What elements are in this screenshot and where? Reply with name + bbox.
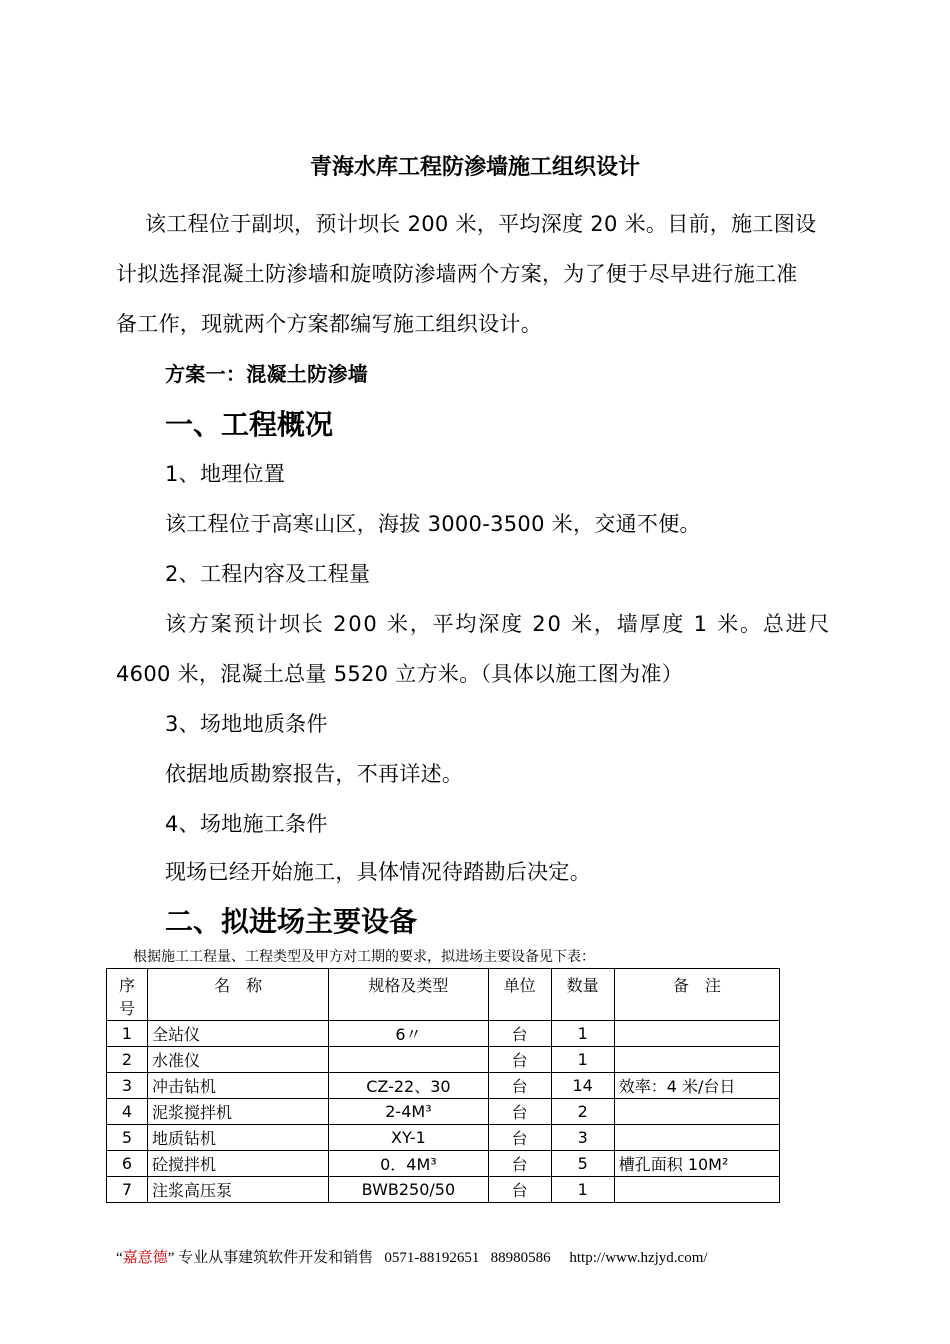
- table-header-row: [107, 969, 780, 1021]
- sub2-title: 2、工程内容及工程量: [165, 562, 371, 586]
- cell-spec: [329, 1047, 488, 1073]
- equipment-table: [106, 968, 780, 1203]
- header-unit: 单位: [488, 969, 551, 1021]
- footer-quote-open: “: [116, 1250, 123, 1266]
- table-row: [107, 1021, 780, 1047]
- table-intro: 根据施工工程量、工程类型及甲方对工期的要求，拟进场主要设备见下表：: [133, 950, 595, 965]
- cell-spec: CZ-22、30: [329, 1073, 488, 1099]
- footer-quote-close: ”: [167, 1250, 175, 1266]
- cell-name: 地质钻机: [148, 1125, 329, 1151]
- cell-no: 5: [107, 1125, 148, 1151]
- cell-no: 4: [107, 1099, 148, 1125]
- cell-name: 注浆高压泵: [148, 1177, 329, 1203]
- cell-note: [614, 1021, 779, 1047]
- table-row: [107, 1125, 780, 1151]
- cell-spec: 0．4M³: [329, 1151, 488, 1177]
- cell-name: 砼搅拌机: [148, 1151, 329, 1177]
- footer-brand: 嘉意德: [122, 1250, 168, 1266]
- sub3-text: 依据地质勘察报告，不再详述。: [165, 762, 464, 786]
- cell-unit: 台: [488, 1125, 551, 1151]
- cell-qty: 1: [551, 1047, 614, 1073]
- intro-line-2: 计拟选择混凝土防渗墙和旋喷防渗墙两个方案，为了便于尽早进行施工准: [116, 262, 798, 286]
- cell-name: 水准仪: [148, 1047, 329, 1073]
- header-name: 名 称: [148, 969, 329, 1021]
- cell-unit: 台: [488, 1099, 551, 1125]
- sub2-text-line-1: 该方案预计坝长 200 米，平均深度 20 米，墙厚度 1 米。总进尺: [165, 612, 832, 636]
- table-row: [107, 1151, 780, 1177]
- cell-qty: 5: [551, 1151, 614, 1177]
- sub1-text: 该工程位于高寒山区，海拔 3000-3500 米，交通不便。: [165, 512, 701, 536]
- cell-no: 6: [107, 1151, 148, 1177]
- cell-unit: 台: [488, 1177, 551, 1203]
- header-qty: 数量: [551, 969, 614, 1021]
- cell-name: 泥浆搅拌机: [148, 1099, 329, 1125]
- cell-note: [614, 1125, 779, 1151]
- page-footer: [116, 1246, 708, 1267]
- plan-heading: 方案一：混凝土防渗墙: [165, 362, 368, 386]
- cell-note: 槽孔面积 10M²: [614, 1151, 779, 1177]
- intro-line-1: 该工程位于副坝，预计坝长 200 米，平均深度 20 米。目前，施工图设: [145, 212, 817, 236]
- cell-note: [614, 1047, 779, 1073]
- sub4-title: 4、场地施工条件: [165, 812, 328, 836]
- sub2-text-line-2: 4600 米，混凝土总量 5520 立方米。（具体以施工图为准）: [116, 662, 684, 686]
- cell-qty: 14: [551, 1073, 614, 1099]
- cell-name: 全站仪: [148, 1021, 329, 1047]
- cell-unit: 台: [488, 1151, 551, 1177]
- cell-qty: 1: [551, 1021, 614, 1047]
- sub1-title: 1、地理位置: [165, 462, 286, 486]
- cell-no: 7: [107, 1177, 148, 1203]
- intro-line-3: 备工作，现就两个方案都编写施工组织设计。: [116, 312, 542, 336]
- cell-no: 1: [107, 1021, 148, 1047]
- cell-spec: 6〃: [329, 1021, 488, 1047]
- document-title: 青海水库工程防渗墙施工组织设计: [309, 154, 640, 180]
- header-spec: 规格及类型: [329, 969, 488, 1021]
- cell-spec: 2-4M³: [329, 1099, 488, 1125]
- section2-heading: 二、拟进场主要设备: [165, 905, 418, 938]
- header-no: [107, 969, 148, 1021]
- cell-qty: 3: [551, 1125, 614, 1151]
- header-note: 备 注: [614, 969, 779, 1021]
- table-row: [107, 1099, 780, 1125]
- cell-spec: BWB250/50: [329, 1177, 488, 1203]
- cell-no: 3: [107, 1073, 148, 1099]
- cell-unit: 台: [488, 1047, 551, 1073]
- footer-text: 专业从事建筑软件开发和销售 0571-88192651 88980586 http://www.hzjyd.com/: [174, 1250, 708, 1266]
- cell-name: 冲击钻机: [148, 1073, 329, 1099]
- cell-note: 效率：4 米/台日: [614, 1073, 779, 1099]
- header-no-line-2: 号: [119, 999, 136, 1018]
- table-row: [107, 1073, 780, 1099]
- cell-no: 2: [107, 1047, 148, 1073]
- section1-heading: 一、工程概况: [165, 408, 334, 441]
- cell-spec: XY-1: [329, 1125, 488, 1151]
- table-row: [107, 1047, 780, 1073]
- cell-unit: 台: [488, 1073, 551, 1099]
- table-row: [107, 1177, 780, 1203]
- header-no-line-1: 序: [119, 976, 136, 995]
- cell-qty: 1: [551, 1177, 614, 1203]
- sub4-text: 现场已经开始施工，具体情况待踏勘后决定。: [165, 860, 591, 884]
- cell-qty: 2: [551, 1099, 614, 1125]
- sub3-title: 3、场地地质条件: [165, 712, 328, 736]
- cell-note: [614, 1177, 779, 1203]
- cell-unit: 台: [488, 1021, 551, 1047]
- cell-note: [614, 1099, 779, 1125]
